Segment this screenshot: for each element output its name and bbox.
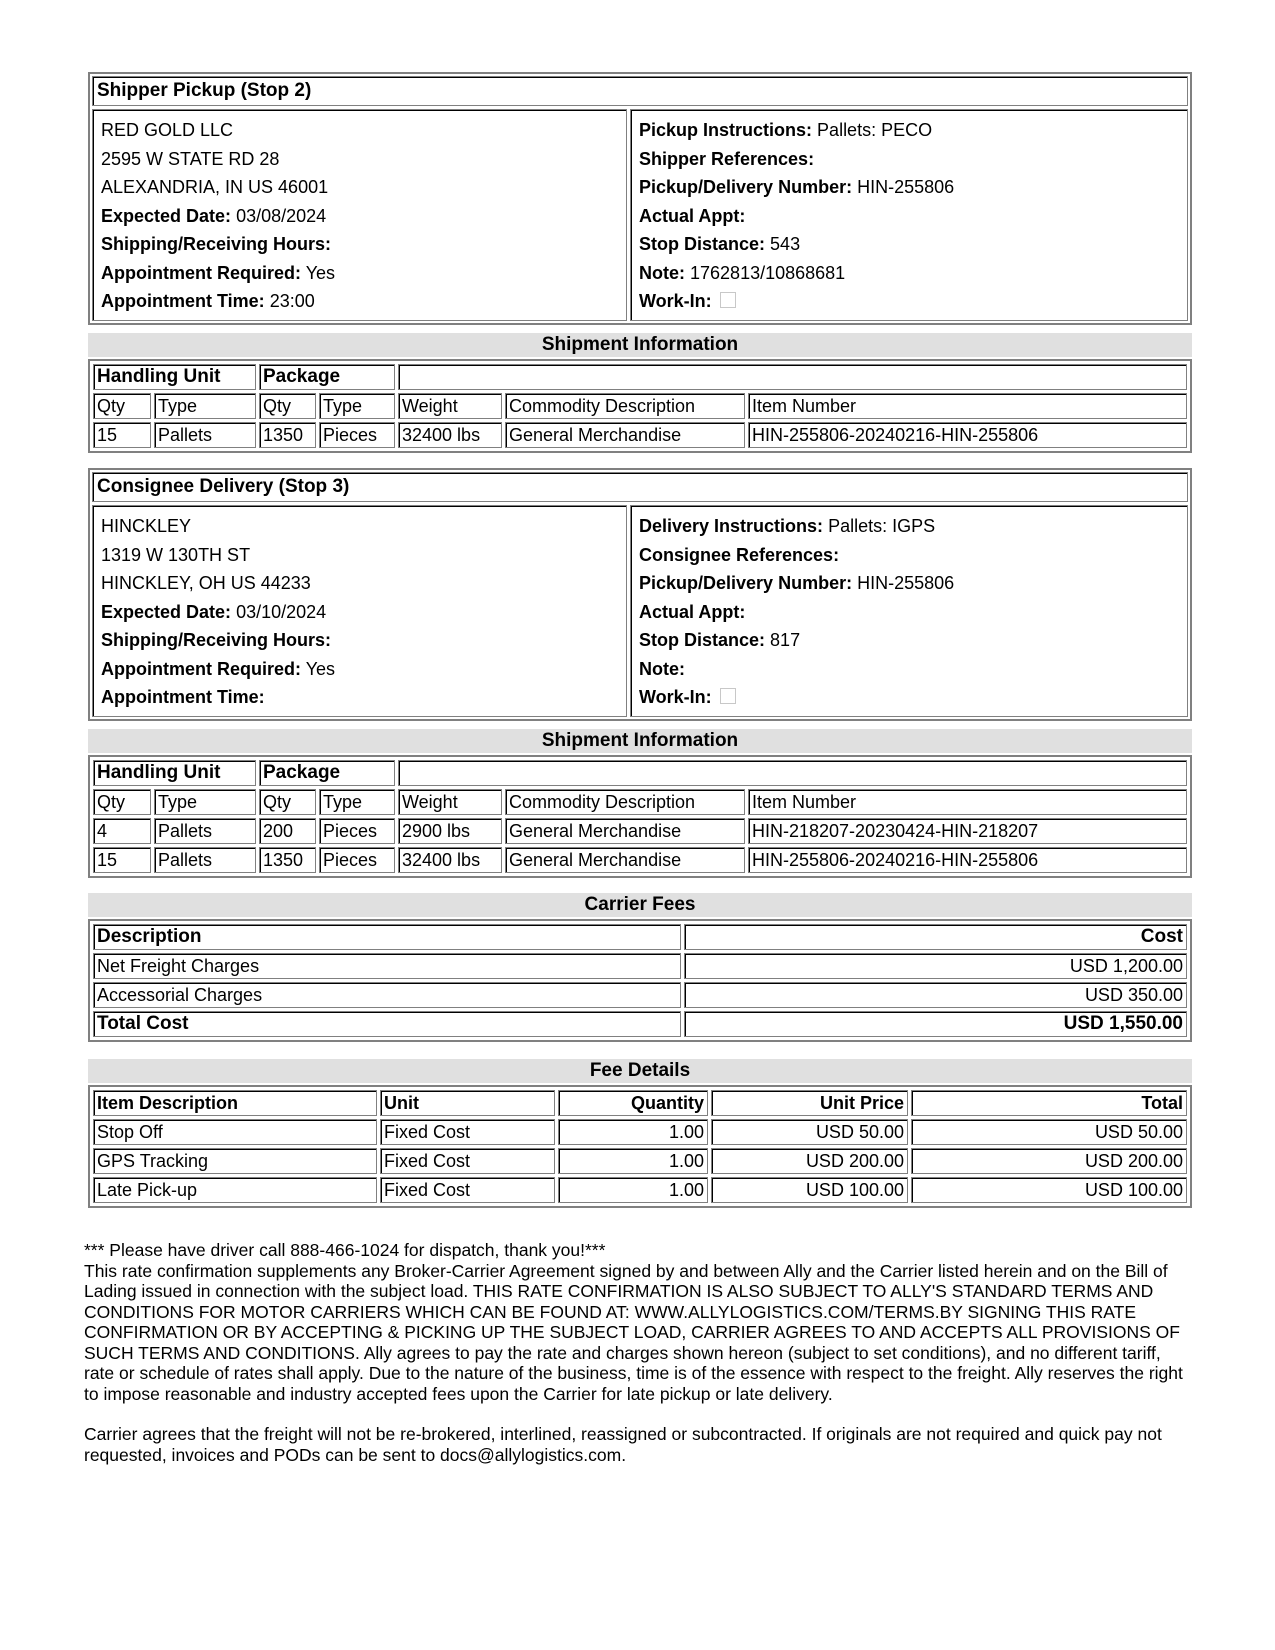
pd-number-value: HIN-255806	[857, 573, 955, 593]
cell-hu-qty: 15	[93, 847, 151, 873]
cell-weight: 32400 lbs	[398, 422, 502, 448]
col-type: Type	[319, 789, 395, 815]
shipment-info-section-2	[88, 729, 1192, 878]
table-row	[93, 1148, 1187, 1174]
col-weight: Weight	[398, 393, 502, 419]
cell-item-number: HIN-255806-20240216-HIN-255806	[748, 847, 1187, 873]
fee-details-table	[88, 1085, 1192, 1208]
shipper-address-panel	[92, 109, 627, 321]
shipment-table	[88, 755, 1192, 878]
appt-required-label: Appointment Required:	[101, 658, 301, 679]
cell-hu-type: Pallets	[154, 847, 256, 873]
total-header: Total	[911, 1090, 1187, 1116]
col-qty: Qty	[259, 393, 316, 419]
work-in-checkbox[interactable]	[720, 292, 736, 308]
cost-header: Cost	[684, 924, 1187, 950]
cell-commodity: General Merchandise	[505, 847, 745, 873]
note-value: 1762813/10868681	[690, 262, 846, 283]
col-qty: Qty	[93, 789, 151, 815]
work-in-checkbox[interactable]	[720, 688, 736, 704]
stop-distance-value: 817	[770, 630, 801, 650]
cell-quantity: 1.00	[558, 1119, 708, 1145]
cell-unit: Fixed Cost	[380, 1148, 555, 1174]
col-commodity: Commodity Description	[505, 789, 745, 815]
cell-unit-price: USD 100.00	[711, 1177, 908, 1203]
work-in-label: Work-In:	[639, 687, 712, 707]
stop-distance-label: Stop Distance:	[639, 630, 766, 650]
table-row	[93, 422, 1187, 448]
cell-weight: 2900 lbs	[398, 818, 502, 844]
expected-date-value: 03/08/2024	[236, 205, 327, 226]
table-row	[93, 1119, 1187, 1145]
total-cost-value: USD 1,550.00	[684, 1011, 1187, 1037]
cell-commodity: General Merchandise	[505, 818, 745, 844]
fee-details-section	[88, 1059, 1192, 1208]
pd-number-label: Pickup/Delivery Number:	[639, 573, 853, 593]
stop-distance-value: 543	[770, 234, 801, 254]
appt-required-label: Appointment Required:	[101, 262, 301, 283]
fee-description: Accessorial Charges	[93, 982, 681, 1008]
references-label: Consignee References:	[639, 544, 840, 565]
appt-time-label: Appointment Time:	[101, 687, 265, 707]
section-title: Shipment Information	[88, 729, 1192, 753]
col-qty: Qty	[93, 393, 151, 419]
shipper-address-line1: 2595 W STATE RD 28	[101, 148, 280, 169]
work-in-label: Work-In:	[639, 291, 712, 311]
appt-required-value: Yes	[305, 262, 336, 283]
cell-item: Stop Off	[93, 1119, 377, 1145]
table-row	[93, 982, 1187, 1008]
cell-unit: Fixed Cost	[380, 1177, 555, 1203]
handling-unit-header: Handling Unit	[93, 760, 256, 786]
unit-header: Unit	[380, 1090, 555, 1116]
consignee-address-line2: HINCKLEY, OH US 44233	[101, 573, 311, 593]
blank-header	[398, 364, 1187, 390]
cell-unit-price: USD 50.00	[711, 1119, 908, 1145]
note-label: Note:	[639, 262, 685, 283]
col-item-number: Item Number	[748, 789, 1187, 815]
consignee-address-panel	[92, 505, 627, 717]
pd-number-value: HIN-255806	[857, 177, 955, 197]
appt-time-label: Appointment Time:	[101, 291, 265, 311]
consignee-name: HINCKLEY	[101, 516, 192, 536]
cell-pkg-type: Pieces	[319, 818, 395, 844]
cell-item: GPS Tracking	[93, 1148, 377, 1174]
shipment-table	[88, 359, 1192, 453]
cell-pkg-qty: 1350	[259, 422, 316, 448]
table-row	[93, 818, 1187, 844]
dispatch-note: *** Please have driver call 888-466-1024 for dispatch, thank you!***	[84, 1240, 606, 1260]
cell-hu-qty: 4	[93, 818, 151, 844]
cell-unit-price: USD 200.00	[711, 1148, 908, 1174]
shipper-details-panel	[630, 109, 1188, 321]
consignee-details-panel	[630, 505, 1188, 717]
package-header: Package	[259, 760, 395, 786]
cell-total: USD 200.00	[911, 1148, 1187, 1174]
table-row	[93, 847, 1187, 873]
actual-appt-label: Actual Appt:	[639, 601, 746, 622]
blank-header	[398, 760, 1187, 786]
shipment-info-section-1	[88, 333, 1192, 453]
cell-quantity: 1.00	[558, 1177, 708, 1203]
actual-appt-label: Actual Appt:	[639, 205, 746, 226]
cell-commodity: General Merchandise	[505, 422, 745, 448]
cell-item-number: HIN-255806-20240216-HIN-255806	[748, 422, 1187, 448]
instructions-label: Delivery Instructions:	[639, 516, 824, 536]
handling-unit-header: Handling Unit	[93, 364, 256, 390]
consignee-address-line1: 1319 W 130TH ST	[101, 544, 251, 565]
section-title: Consignee Delivery (Stop 3)	[92, 472, 1188, 502]
shipper-address-line2: ALEXANDRIA, IN US 46001	[101, 177, 329, 197]
cell-hu-qty: 15	[93, 422, 151, 448]
shipper-name: RED GOLD LLC	[101, 120, 234, 140]
instructions-label: Pickup Instructions:	[639, 120, 813, 140]
carrier-fees-table	[88, 919, 1192, 1042]
stop-distance-label: Stop Distance:	[639, 234, 766, 254]
table-row	[93, 953, 1187, 979]
cell-quantity: 1.00	[558, 1148, 708, 1174]
expected-date-value: 03/10/2024	[236, 601, 327, 622]
table-row	[93, 1177, 1187, 1203]
hours-label: Shipping/Receiving Hours:	[101, 630, 332, 650]
consignee-delivery-section	[88, 468, 1192, 721]
section-title: Carrier Fees	[88, 893, 1192, 917]
col-qty: Qty	[259, 789, 316, 815]
carrier-fees-section	[88, 893, 1192, 1042]
terms-paragraph: This rate confirmation supplements any Broker-Carrier Agreement signed by and between Ally and the Carrier listed herein and on the Bill of Lading issued in connection with the subject load. THIS RATE CONFIRMATION IS ALSO SUBJECT TO ALLY'S STANDARD TERMS AND CONDITIONS FOR MOTOR CARRIERS WHICH CAN BE FOUND AT: WWW.ALLYLOGISTICS.COM/TERMS.BY SIGNING THIS RATE CONFIRMATION OR BY ACCEPTING & PICKING UP THE SUBJECT LOAD, CARRIER AGREES TO AND ACCEPTS ALL PROVISIONS OF SUCH TERMS AND CONDITIONS. Ally agrees to pay the rate and charges shown hereon (subject to set conditions), and no different tariff, rate or schedule of rates shall apply. Due to the nature of the business, time is of the essence with respect to the freight. Ally reserves the right to impose reasonable and industry accepted fees upon the Carrier for late pickup or late delivery.	[84, 1260, 1183, 1404]
expected-date-label: Expected Date:	[101, 601, 232, 622]
cell-pkg-qty: 1350	[259, 847, 316, 873]
col-commodity: Commodity Description	[505, 393, 745, 419]
col-item-number: Item Number	[748, 393, 1187, 419]
cell-pkg-type: Pieces	[319, 422, 395, 448]
references-label: Shipper References:	[639, 148, 815, 169]
brokering-paragraph: Carrier agrees that the freight will not be re-brokered, interlined, reassigned or subcontracted. If originals are not required and quick pay not requested, invoices and PODs can be sent to docs@allylogistics.com.	[84, 1424, 1162, 1465]
appt-required-value: Yes	[305, 658, 336, 679]
col-weight: Weight	[398, 789, 502, 815]
hours-label: Shipping/Receiving Hours:	[101, 234, 332, 254]
cell-item: Late Pick-up	[93, 1177, 377, 1203]
total-cost-label: Total Cost	[93, 1011, 681, 1037]
cell-pkg-type: Pieces	[319, 847, 395, 873]
note-label: Note:	[639, 658, 685, 679]
instructions-value: Pallets: IGPS	[828, 516, 936, 536]
section-title: Fee Details	[88, 1059, 1192, 1083]
cell-total: USD 50.00	[911, 1119, 1187, 1145]
cell-unit: Fixed Cost	[380, 1119, 555, 1145]
quantity-header: Quantity	[558, 1090, 708, 1116]
item-description-header: Item Description	[93, 1090, 377, 1116]
cell-pkg-qty: 200	[259, 818, 316, 844]
shipper-pickup-section	[88, 72, 1192, 325]
cell-item-number: HIN-218207-20230424-HIN-218207	[748, 818, 1187, 844]
fee-description: Net Freight Charges	[93, 953, 681, 979]
unit-price-header: Unit Price	[711, 1090, 908, 1116]
cell-total: USD 100.00	[911, 1177, 1187, 1203]
section-title: Shipper Pickup (Stop 2)	[92, 76, 1188, 106]
col-type: Type	[319, 393, 395, 419]
fee-cost: USD 350.00	[684, 982, 1187, 1008]
col-type: Type	[154, 393, 256, 419]
description-header: Description	[93, 924, 681, 950]
cell-hu-type: Pallets	[154, 422, 256, 448]
expected-date-label: Expected Date:	[101, 205, 232, 226]
appt-time-value: 23:00	[269, 291, 315, 311]
cell-hu-type: Pallets	[154, 818, 256, 844]
terms-footer	[84, 1240, 1194, 1465]
pd-number-label: Pickup/Delivery Number:	[639, 177, 853, 197]
col-type: Type	[154, 789, 256, 815]
package-header: Package	[259, 364, 395, 390]
section-title: Shipment Information	[88, 333, 1192, 357]
fee-cost: USD 1,200.00	[684, 953, 1187, 979]
cell-weight: 32400 lbs	[398, 847, 502, 873]
instructions-value: Pallets: PECO	[817, 120, 933, 140]
